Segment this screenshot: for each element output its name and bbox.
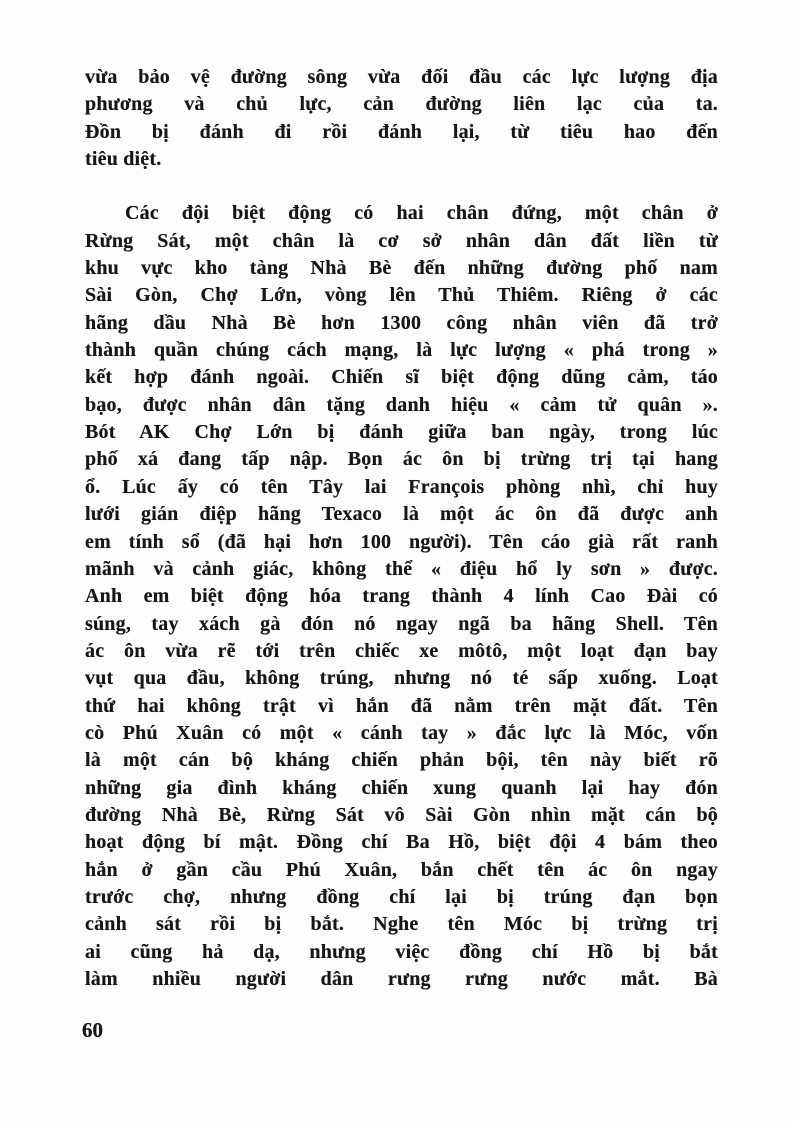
text-line: hãng dầu Nhà Bè hơn 1300 công nhân viên đã trở [85, 311, 718, 334]
text-line: thứ hai không trật vì hắn đã nằm trên mặt đất. Tên [85, 694, 718, 717]
text-line: những gia đình kháng chiến xung quanh lại hay đón [85, 776, 718, 799]
text-line: phố xá đang tấp nập. Bọn ác ôn bị trừng trị tại hang [85, 448, 718, 471]
text-line: phương và chủ lực, cản đường liên lạc của ta. [85, 93, 718, 116]
text-line: mãnh và cảnh giác, không thể « điệu hổ ly sơn » được. [85, 557, 718, 580]
page-number: 60 [82, 1018, 103, 1042]
text-line: làm nhiều người dân rưng rưng nước mắt. Bà [85, 968, 718, 990]
text-line: ác ôn vừa rẽ tới trên chiếc xe môtô, một loạt đạn bay [85, 639, 718, 662]
text-line: tiêu diệt. [85, 148, 162, 171]
text-line: vừa bảo vệ đường sông vừa đối đầu các lực lượng địa [85, 66, 718, 88]
text-line: kết hợp đánh ngoài. Chiến sĩ biệt động dũng cảm, táo [85, 366, 718, 389]
text-line: trước chợ, nhưng đồng chí lại bị trúng đạn bọn [85, 885, 718, 908]
text-line: Rừng Sát, một chân là cơ sở nhân dân đất liền từ [85, 229, 718, 252]
text-line: cảnh sát rồi bị bắt. Nghe tên Móc bị trừng trị [85, 913, 718, 936]
text-line: Sài Gòn, Chợ Lớn, vòng lên Thủ Thiêm. Riêng ở các [85, 284, 718, 307]
text-line: Bót AK Chợ Lớn bị đánh giữa ban ngày, trong lúc [85, 421, 718, 444]
text-line: cò Phú Xuân có một « cánh tay » đắc lực là Móc, vốn [85, 721, 718, 744]
text-line: khu vực kho tàng Nhà Bè đến những đường phố nam [85, 257, 718, 280]
text-line: súng, tay xách gà đón nó ngay ngã ba hãng Shell. Tên [85, 612, 718, 635]
text-line: ai cũng hả dạ, nhưng việc đồng chí Hồ bị bắt [85, 940, 718, 963]
text-line: là một cán bộ kháng chiến phản bội, tên này biết rõ [85, 749, 718, 772]
text-line: đường Nhà Bè, Rừng Sát vô Sài Gòn nhìn mặt cán bộ [85, 803, 718, 826]
text-line: ổ. Lúc ấy có tên Tây lai François phòng nhì, chỉ huy [85, 475, 718, 498]
text-line: Anh em biệt động hóa trang thành 4 lính Cao Đài có [85, 585, 718, 608]
text-block [85, 64, 718, 993]
text-line: thành quần chúng cách mạng, là lực lượng « phá trong » [85, 339, 718, 362]
text-line: vụt qua đầu, không trúng, nhưng nó té sấp xuống. Loạt [85, 667, 718, 690]
text-line: em tính sổ (đã hại hơn 100 người). Tên cáo già rất ranh [85, 530, 718, 553]
text-line: Đồn bị đánh đi rồi đánh lại, từ tiêu hao đến [85, 120, 718, 143]
paragraph [85, 64, 718, 173]
paragraph [85, 200, 718, 993]
text-line: Các đội biệt động có hai chân đứng, một chân ở [125, 202, 718, 225]
text-line: hoạt động bí mật. Đồng chí Ba Hồ, biệt đội 4 bám theo [85, 831, 718, 854]
text-line: hắn ở gần cầu Phú Xuân, bắn chết tên ác ôn ngay [85, 858, 718, 881]
text-line: lưới gián điệp hãng Texaco là một ác ôn đã được anh [85, 503, 718, 526]
text-line: bạo, được nhân dân tặng danh hiệu « cảm tử quân ». [85, 393, 718, 416]
